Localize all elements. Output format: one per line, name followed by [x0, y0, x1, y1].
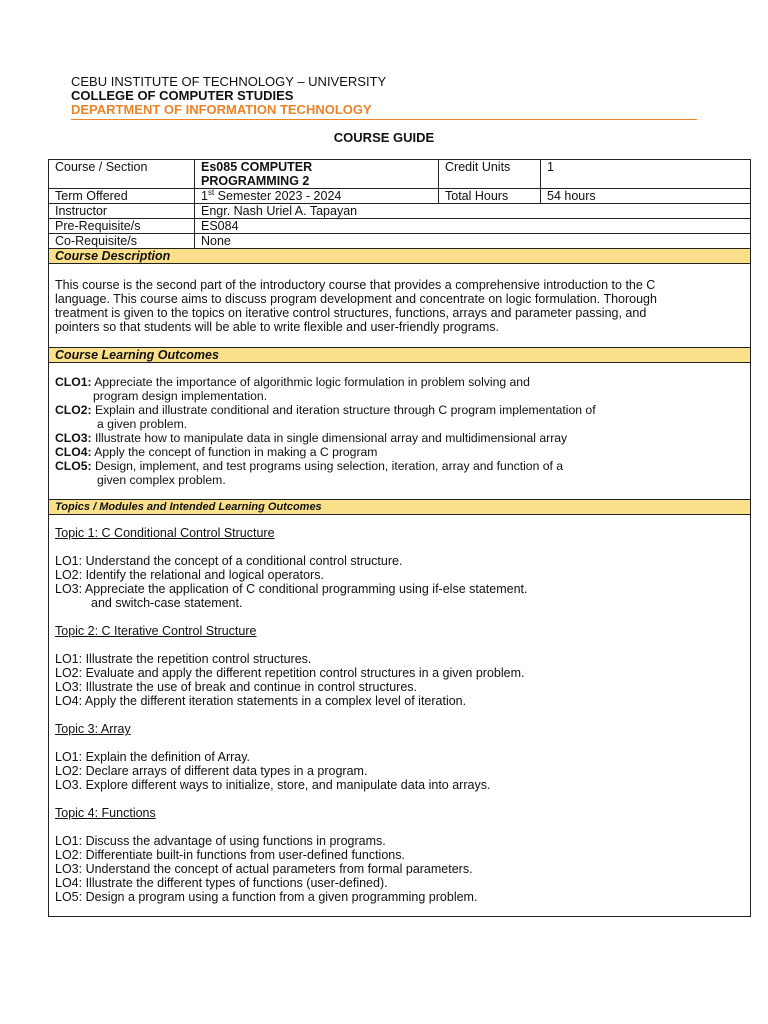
instructor-row [49, 204, 751, 219]
clo-text: Appreciate the importance of algorithmic logic formulation in problem solving and [91, 375, 530, 389]
clo-text: Explain and illustrate conditional and iteration structure through C program implementation of [91, 403, 596, 417]
prerequisite-value: ES084 [195, 219, 751, 234]
term-value [195, 189, 439, 204]
clo-item [55, 375, 744, 389]
topic-title: Topic 2: C Iterative Control Structure [55, 624, 257, 638]
clo-continuation: program design implementation. [93, 389, 268, 403]
clo-item [55, 445, 744, 459]
header-divider [71, 119, 697, 120]
college-name: COLLEGE OF COMPUTER STUDIES [71, 88, 294, 103]
learning-outcomes-row [49, 363, 751, 500]
clo-tag: CLO5: [55, 459, 92, 473]
topics-row [49, 515, 751, 917]
learning-outcome-continuation: and switch-case statement. [91, 596, 243, 610]
clo-item [55, 431, 744, 445]
topic-block [55, 806, 744, 904]
learning-outcomes-list [49, 363, 751, 500]
clo-tag: CLO3: [55, 431, 92, 445]
learning-outcomes-heading-row [49, 348, 751, 363]
learning-outcome: LO5: Design a program using a function from a given programming problem. [55, 890, 478, 904]
learning-outcome: LO4: Illustrate the different types of functions (user-defined). [55, 876, 388, 890]
term-row [49, 189, 751, 204]
total-hours-label: Total Hours [439, 189, 541, 204]
term-label: Term Offered [49, 189, 195, 204]
total-hours-value: 54 hours [541, 189, 751, 204]
clo-continuation: a given problem. [97, 417, 188, 431]
clo-continuation: given complex problem. [97, 473, 226, 487]
topic-title: Topic 4: Functions [55, 806, 156, 820]
course-description-heading: Course Description [49, 249, 751, 264]
learning-outcome: LO1: Illustrate the repetition control structures. [55, 652, 312, 666]
description-line: treatment is given to the topics on iterative control structures, functions, arrays and parameter passing, and [55, 306, 647, 320]
institution-name: CEBU INSTITUTE OF TECHNOLOGY – UNIVERSITY [71, 74, 387, 89]
topics-heading-row [49, 500, 751, 515]
course-description-row [49, 264, 751, 348]
learning-outcome: LO3. Explore different ways to initialize, store, and manipulate data into arrays. [55, 778, 491, 792]
learning-outcome: LO3: Illustrate the use of break and continue in control structures. [55, 680, 418, 694]
course-section-row [49, 160, 751, 189]
clo-text: Apply the concept of function in making a C program [91, 445, 378, 459]
course-line-2: PROGRAMMING 2 [201, 174, 310, 188]
credit-units-label: Credit Units [439, 160, 541, 189]
description-line: pointers so that students will be able to write flexible and user-friendly programs. [55, 320, 499, 334]
clo-text: Illustrate how to manipulate data in single dimensional array and multidimensional array [91, 431, 568, 445]
description-line: language. This course aims to discuss program development and concentrate on logic formulation. Thorough [55, 292, 657, 306]
topic-title: Topic 1: C Conditional Control Structure [55, 526, 275, 540]
clo-item [55, 459, 744, 473]
prerequisite-row [49, 219, 751, 234]
learning-outcome: LO3: Appreciate the application of C conditional programming using if-else statement. [55, 582, 528, 596]
learning-outcome: LO1: Explain the definition of Array. [55, 750, 251, 764]
clo-text: Design, implement, and test programs using selection, iteration, array and function of a [91, 459, 564, 473]
learning-outcome: LO2: Differentiate built-in functions from user-defined functions. [55, 848, 405, 862]
clo-item [55, 403, 744, 417]
topic-block [55, 722, 744, 792]
topics-list [49, 515, 751, 917]
corequisite-value: None [195, 234, 751, 249]
learning-outcome: LO2: Declare arrays of different data types in a program. [55, 764, 368, 778]
learning-outcome: LO2: Identify the relational and logical operators. [55, 568, 324, 582]
course-description-heading-row [49, 249, 751, 264]
clo-tag: CLO2: [55, 403, 92, 417]
clo-tag: CLO4: [55, 445, 92, 459]
term-rest: Semester 2023 - 2024 [214, 189, 342, 203]
topic-block [55, 624, 744, 708]
topic-block [55, 526, 744, 610]
learning-outcomes-heading: Course Learning Outcomes [49, 348, 751, 363]
learning-outcome: LO1: Discuss the advantage of using functions in programs. [55, 834, 386, 848]
department-name: DEPARTMENT OF INFORMATION TECHNOLOGY [71, 102, 372, 117]
course-section-label: Course / Section [49, 160, 195, 189]
term-ordinal: 1 [201, 189, 208, 203]
description-line: This course is the second part of the introductory course that provides a comprehensive introduction to the C [55, 278, 656, 292]
corequisite-label: Co-Requisite/s [49, 234, 195, 249]
corequisite-row [49, 234, 751, 249]
course-guide-table [48, 159, 751, 917]
learning-outcome: LO3: Understand the concept of actual parameters from formal parameters. [55, 862, 473, 876]
course-description-text [49, 264, 751, 348]
clo-tag: CLO1: [55, 375, 92, 389]
credit-units-value: 1 [541, 160, 751, 189]
learning-outcome: LO1: Understand the concept of a conditional control structure. [55, 554, 403, 568]
course-section-value [195, 160, 439, 189]
page-title: COURSE GUIDE [333, 130, 435, 145]
prerequisite-label: Pre-Requisite/s [49, 219, 195, 234]
instructor-label: Instructor [49, 204, 195, 219]
learning-outcome: LO4: Apply the different iteration statements in a complex level of iteration. [55, 694, 467, 708]
topics-heading: Topics / Modules and Intended Learning Outcomes [49, 500, 751, 515]
term-ordinal-suffix: st [207, 187, 215, 197]
course-line-1: Es085 COMPUTER [201, 160, 313, 174]
learning-outcome: LO2: Evaluate and apply the different repetition control structures in a given problem. [55, 666, 525, 680]
topic-title: Topic 3: Array [55, 722, 131, 736]
instructor-value: Engr. Nash Uriel A. Tapayan [195, 204, 751, 219]
